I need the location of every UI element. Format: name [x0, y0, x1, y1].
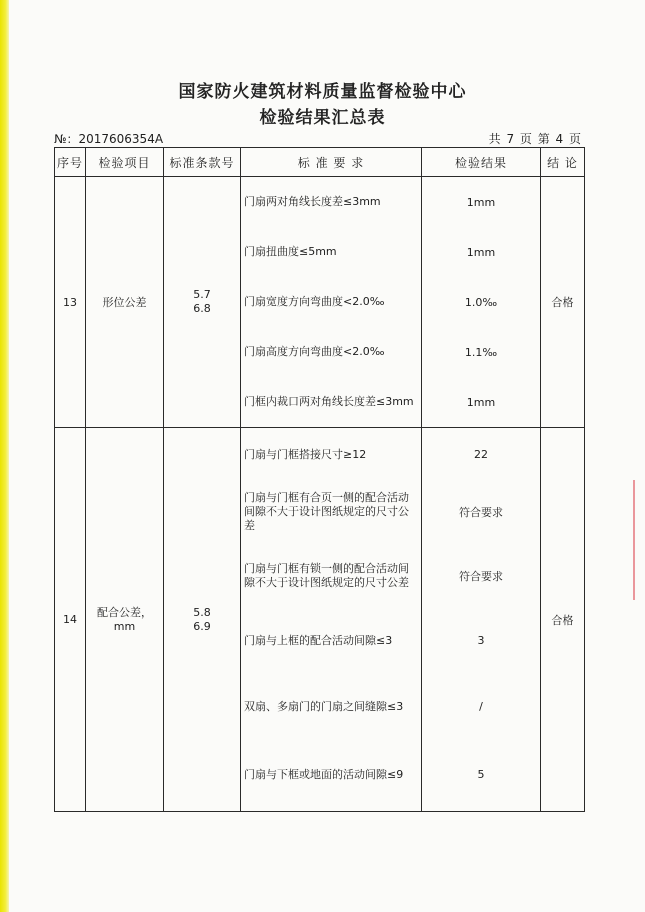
table-row: [55, 428, 585, 812]
requirement-text: 双扇、多扇门的门扇之间缝隙≤3: [244, 699, 404, 713]
clause-line: 5.8: [193, 605, 211, 619]
header-seq: 序号: [55, 148, 86, 177]
header-clause: 标准条款号: [164, 148, 241, 177]
red-stamp-edge: [633, 480, 645, 600]
result-value: 符合要求: [459, 569, 503, 583]
requirement-text: 门框内裁口两对角线长度差≤3mm: [244, 395, 414, 408]
result-value: 3: [477, 634, 485, 647]
result-value: 1mm: [466, 395, 496, 409]
requirement-text: 门扇与门框搭接尺寸≥12: [244, 447, 367, 461]
document-subtitle: 检验结果汇总表: [259, 108, 386, 128]
header-item: 检验项目: [86, 148, 164, 177]
row-clause: [164, 428, 241, 812]
result-value: 22: [474, 448, 488, 461]
result-value: 1.1‰: [464, 345, 498, 359]
result-value: 符合要求: [459, 505, 503, 519]
row-conclusion: 合格: [541, 428, 585, 812]
row-clause: [164, 177, 241, 428]
requirement-text: 门扇扭曲度≤5mm: [244, 245, 337, 258]
result-value: 1mm: [466, 195, 496, 209]
requirement-text: 门扇高度方向弯曲度<2.0‰: [244, 345, 385, 358]
requirement-text: 门扇与门框有合页一侧的配合活动间隙不大于设计图纸规定的尺寸公差: [244, 490, 409, 532]
results-table: [54, 147, 585, 812]
clause-line: 6.8: [193, 302, 211, 315]
results-cell: [422, 428, 541, 812]
header-requirement: 标 准 要 求: [241, 148, 422, 177]
requirements-cell: [241, 428, 422, 812]
clause-line: 5.7: [193, 288, 211, 301]
result-value: /: [479, 700, 483, 713]
requirement-text: 门扇与下框或地面的活动间隙≤9: [244, 767, 404, 781]
header-result: 检验结果: [422, 148, 541, 177]
requirement-text: 门扇与上框的配合活动间隙≤3: [244, 633, 393, 647]
page-info: 共 7 页 第 4 页: [488, 132, 582, 146]
document-title: 国家防火建筑材料质量监督检验中心: [178, 82, 467, 102]
requirements-cell: [241, 177, 422, 428]
report-number: №：2017606354A: [54, 132, 164, 146]
result-value: 1.0‰: [464, 295, 498, 309]
row-conclusion: 合格: [541, 177, 585, 428]
row-number: 13: [55, 177, 86, 428]
clause-line: 6.9: [193, 619, 211, 633]
requirement-text: 门扇与门框有锁一侧的配合活动间隙不大于设计图纸规定的尺寸公差: [244, 561, 409, 589]
scan-yellow-edge: [0, 0, 9, 912]
row-number: 14: [55, 428, 86, 812]
requirement-text: 门扇两对角线长度差≤3mm: [244, 195, 381, 208]
header-conclusion: 结 论: [541, 148, 585, 177]
results-cell: [422, 177, 541, 428]
result-value: 5: [477, 768, 485, 781]
row-item: 配合公差，mm: [86, 428, 164, 812]
row-item: 形位公差: [86, 177, 164, 428]
result-value: 1mm: [466, 245, 496, 259]
table-header-row: [55, 148, 585, 177]
requirement-text: 门扇宽度方向弯曲度<2.0‰: [244, 295, 385, 308]
table-row: [55, 177, 585, 428]
